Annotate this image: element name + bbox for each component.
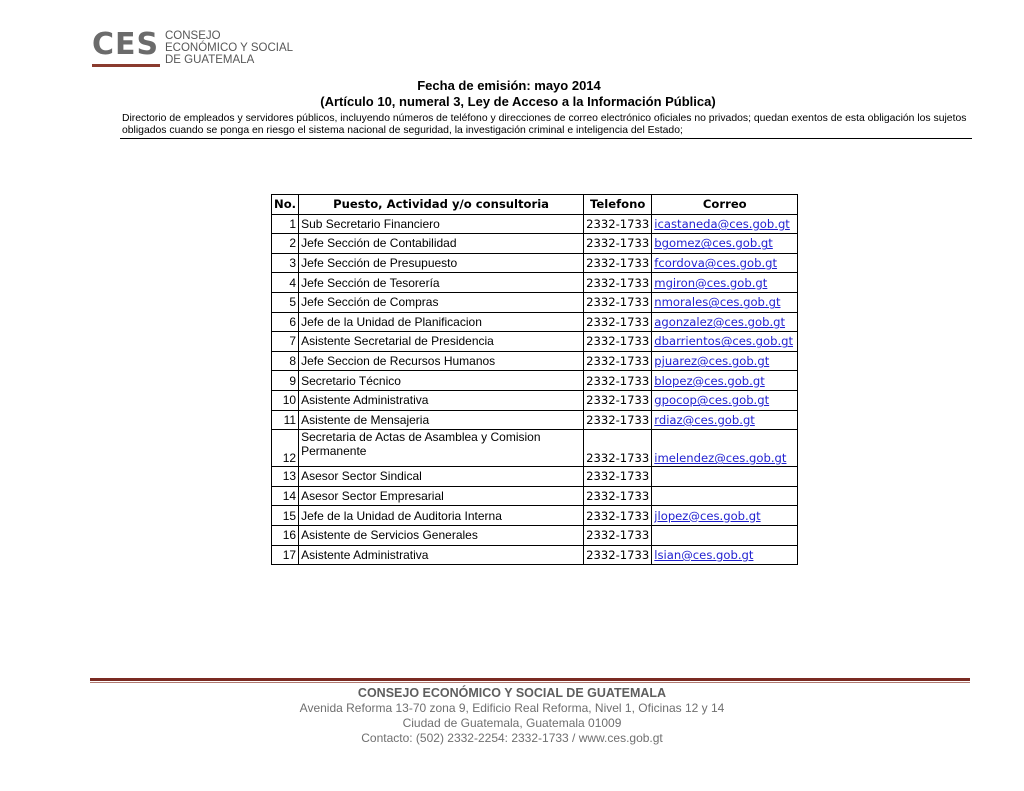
row-number: 3 (272, 253, 299, 273)
position-cell: Asesor Sector Empresarial (299, 486, 584, 506)
phone-cell: 2332-1733 (584, 390, 652, 410)
table-row (272, 486, 798, 506)
footer-address: Avenida Reforma 13-70 zona 9, Edificio Real Reforma, Nivel 1, Oficinas 12 y 14 (299, 701, 725, 715)
phone-cell: 2332-1733 (584, 253, 652, 273)
table-row (272, 390, 798, 410)
table-row (272, 312, 798, 332)
position-cell: Asistente Administrativa (299, 390, 584, 410)
position-cell: Jefe Sección de Presupuesto (299, 253, 584, 273)
header-divider (120, 138, 972, 139)
table-row (272, 430, 798, 467)
phone-cell: 2332-1733 (584, 292, 652, 312)
row-number: 10 (272, 390, 299, 410)
row-number: 5 (272, 292, 299, 312)
table-row (272, 273, 798, 293)
footer-org-name: CONSEJO ECONÓMICO Y SOCIAL DE GUATEMALA (357, 686, 667, 700)
position-cell: Jefe Sección de Compras (299, 292, 584, 312)
position-cell: Jefe de la Unidad de Planificacion (299, 312, 584, 332)
table-row (272, 253, 798, 273)
email-link[interactable]: imelendez@ces.gob.gt (652, 430, 798, 467)
phone-cell: 2332-1733 (584, 525, 652, 545)
email-link[interactable]: gpocop@ces.gob.gt (652, 390, 798, 410)
header-telefono: Telefono (584, 195, 652, 215)
position-cell: Secretario Técnico (299, 371, 584, 391)
position-cell: Jefe de la Unidad de Auditoria Interna (299, 506, 584, 526)
email-link (652, 486, 798, 506)
phone-cell: 2332-1733 (584, 467, 652, 487)
footer-divider-thin (90, 682, 970, 683)
phone-cell: 2332-1733 (584, 214, 652, 234)
email-link[interactable]: pjuarez@ces.gob.gt (652, 351, 798, 371)
issue-date: Fecha de emisión: mayo 2014 (417, 78, 601, 93)
phone-cell: 2332-1733 (584, 351, 652, 371)
row-number: 7 (272, 332, 299, 352)
position-cell: Jefe Sección de Contabilidad (299, 234, 584, 254)
row-number: 4 (272, 273, 299, 293)
row-number: 14 (272, 486, 299, 506)
email-link[interactable]: blopez@ces.gob.gt (652, 371, 798, 391)
phone-cell: 2332-1733 (584, 486, 652, 506)
row-number: 1 (272, 214, 299, 234)
email-link[interactable]: agonzalez@ces.gob.gt (652, 312, 798, 332)
footer-city: Ciudad de Guatemala, Guatemala 01009 (402, 716, 622, 730)
position-cell: Asistente Administrativa (299, 545, 584, 565)
phone-cell: 2332-1733 (584, 430, 652, 467)
footer-divider (90, 678, 970, 681)
header-correo: Correo (652, 195, 798, 215)
row-number: 12 (272, 430, 299, 467)
row-number: 9 (272, 371, 299, 391)
position-cell: Asistente de Servicios Generales (299, 525, 584, 545)
row-number: 17 (272, 545, 299, 565)
email-link[interactable]: lsian@ces.gob.gt (652, 545, 798, 565)
email-link[interactable]: rdiaz@ces.gob.gt (652, 410, 798, 430)
phone-cell: 2332-1733 (584, 332, 652, 352)
email-link[interactable]: fcordova@ces.gob.gt (652, 253, 798, 273)
table-row (272, 410, 798, 430)
header-puesto: Puesto, Actividad y/o consultoria (299, 195, 584, 215)
row-number: 15 (272, 506, 299, 526)
email-link[interactable]: dbarrientos@ces.gob.gt (652, 332, 798, 352)
table-row (272, 234, 798, 254)
position-cell: Asesor Sector Sindical (299, 467, 584, 487)
phone-cell: 2332-1733 (584, 312, 652, 332)
position-cell: Asistente Secretarial de Presidencia (299, 332, 584, 352)
table-row (272, 506, 798, 526)
row-number: 16 (272, 525, 299, 545)
logo-line-1: CONSEJO (165, 30, 221, 42)
table-row (272, 371, 798, 391)
position-cell: Sub Secretario Financiero (299, 214, 584, 234)
table-header-row (272, 195, 798, 215)
header-no: No. (272, 195, 299, 215)
email-link[interactable]: bgomez@ces.gob.gt (652, 234, 798, 254)
logo-mark: CES (92, 27, 160, 62)
position-cell: Asistente de Mensajeria (299, 410, 584, 430)
ces-logo (92, 28, 307, 70)
logo-line-3: DE GUATEMALA (165, 54, 255, 66)
phone-cell: 2332-1733 (584, 506, 652, 526)
position-cell: Jefe Seccion de Recursos Humanos (299, 351, 584, 371)
email-link[interactable]: nmorales@ces.gob.gt (652, 292, 798, 312)
table-row (272, 351, 798, 371)
email-link (652, 525, 798, 545)
employee-directory-table (271, 194, 798, 565)
logo-underline (92, 64, 160, 67)
row-number: 8 (272, 351, 299, 371)
email-link (652, 467, 798, 487)
phone-cell: 2332-1733 (584, 234, 652, 254)
table-row (272, 292, 798, 312)
row-number: 2 (272, 234, 299, 254)
email-link[interactable]: icastaneda@ces.gob.gt (652, 214, 798, 234)
directory-description: Directorio de empleados y servidores públicos, incluyendo números de teléfono y direcciones de correo electrónico oficiales no privados; quedan exentos de esta obligación los sujetos obligados cuando se ponga en riesgo el sistema nacional de seguridad, la investigación criminal e inteligencia del Estado; (122, 113, 967, 136)
position-cell: Secretaria de Actas de Asamblea y Comision Permanente (299, 430, 584, 467)
table-row (272, 332, 798, 352)
logo-line-2: ECONÓMICO Y SOCIAL (165, 42, 294, 54)
footer-contact: Contacto: (502) 2332-2254: 2332-1733 / www.ces.gob.gt (361, 731, 663, 745)
phone-cell: 2332-1733 (584, 273, 652, 293)
table-row (272, 545, 798, 565)
row-number: 6 (272, 312, 299, 332)
phone-cell: 2332-1733 (584, 371, 652, 391)
phone-cell: 2332-1733 (584, 410, 652, 430)
row-number: 11 (272, 410, 299, 430)
row-number: 13 (272, 467, 299, 487)
email-link[interactable]: jlopez@ces.gob.gt (652, 506, 798, 526)
table-row (272, 467, 798, 487)
legal-reference: (Artículo 10, numeral 3, Ley de Acceso a la Información Pública) (320, 94, 716, 109)
position-cell: Jefe Sección de Tesorería (299, 273, 584, 293)
phone-cell: 2332-1733 (584, 545, 652, 565)
logo-words (165, 30, 293, 66)
table-row (272, 525, 798, 545)
email-link[interactable]: mgiron@ces.gob.gt (652, 273, 798, 293)
table-row (272, 214, 798, 234)
